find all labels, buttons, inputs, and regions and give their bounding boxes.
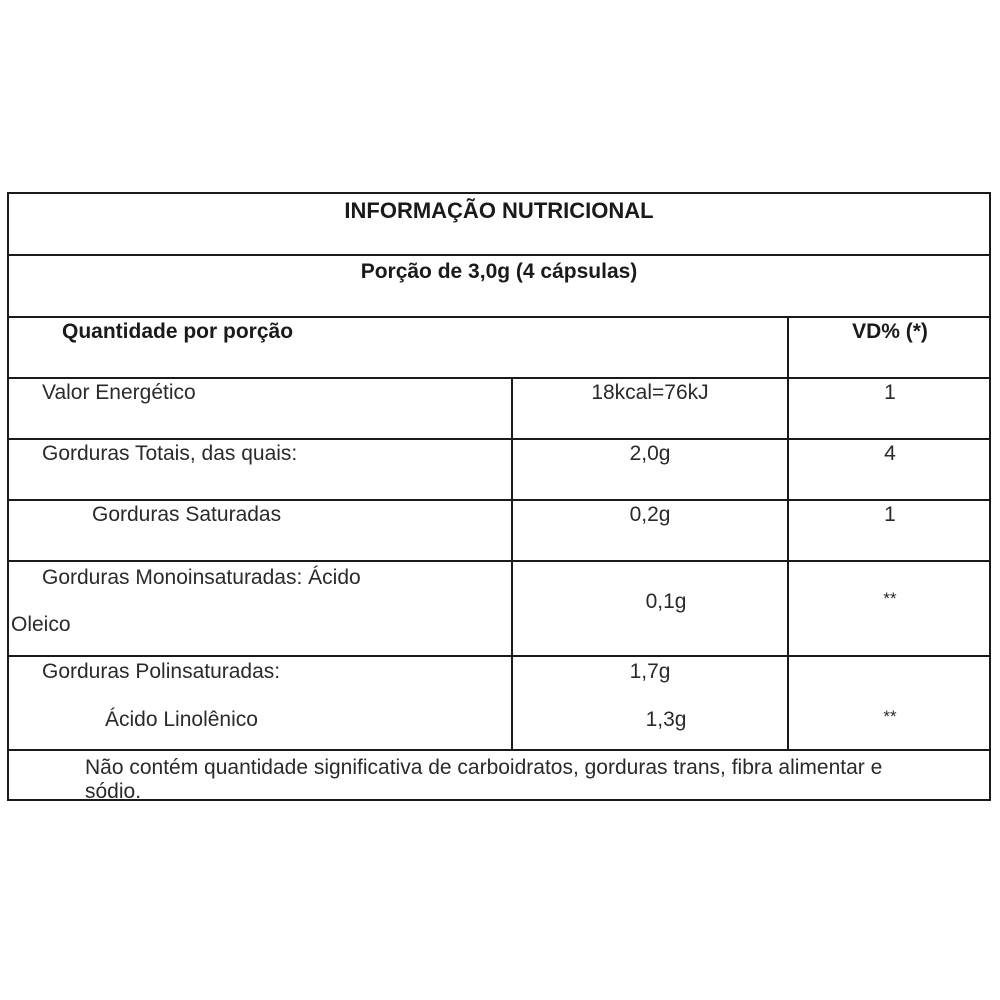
nutrient-name-continued: Oleico xyxy=(11,613,71,636)
divider xyxy=(9,499,989,501)
nutrient-vd: 1 xyxy=(884,503,896,526)
vd-header: VD% (*) xyxy=(852,320,928,343)
nutrient-name: Gorduras Totais, das quais: xyxy=(42,442,298,465)
nutrient-name: Gorduras Monoinsaturadas: Ácido xyxy=(42,566,361,589)
divider xyxy=(9,560,989,562)
footer-note: Não contém quantidade significativa de carboidratos, gorduras trans, fibra alimentar e xyxy=(85,756,883,779)
nutrient-name: Gorduras Polinsaturadas: xyxy=(42,660,281,683)
nutrition-facts-table xyxy=(7,192,991,801)
nutrient-amount: 0,2g xyxy=(629,503,671,526)
nutrient-name: Gorduras Saturadas xyxy=(92,503,282,526)
nutrient-vd: 1 xyxy=(884,381,896,404)
footer-note-continued: sódio. xyxy=(85,780,142,803)
divider xyxy=(9,655,989,657)
sub-nutrient-vd: ** xyxy=(883,707,897,726)
column-divider xyxy=(511,377,513,749)
divider xyxy=(9,749,989,751)
nutrient-vd: 4 xyxy=(884,442,896,465)
quantity-header: Quantidade por porção xyxy=(62,320,294,343)
sub-nutrient-name: Ácido Linolênico xyxy=(105,708,258,731)
divider xyxy=(9,254,989,256)
nutrient-vd: ** xyxy=(883,589,897,608)
nutrient-amount: 0,1g xyxy=(645,590,687,613)
divider xyxy=(9,316,989,318)
table-title: INFORMAÇÃO NUTRICIONAL xyxy=(344,198,654,223)
divider xyxy=(9,377,989,379)
sub-nutrient-amount: 1,3g xyxy=(645,708,687,731)
nutrient-name: Valor Energético xyxy=(42,381,196,404)
nutrient-amount: 2,0g xyxy=(629,442,671,465)
portion-size: Porção de 3,0g (4 cápsulas) xyxy=(360,260,638,283)
nutrient-amount: 18kcal=76kJ xyxy=(591,381,709,404)
nutrient-amount: 1,7g xyxy=(629,660,671,683)
divider xyxy=(9,438,989,440)
